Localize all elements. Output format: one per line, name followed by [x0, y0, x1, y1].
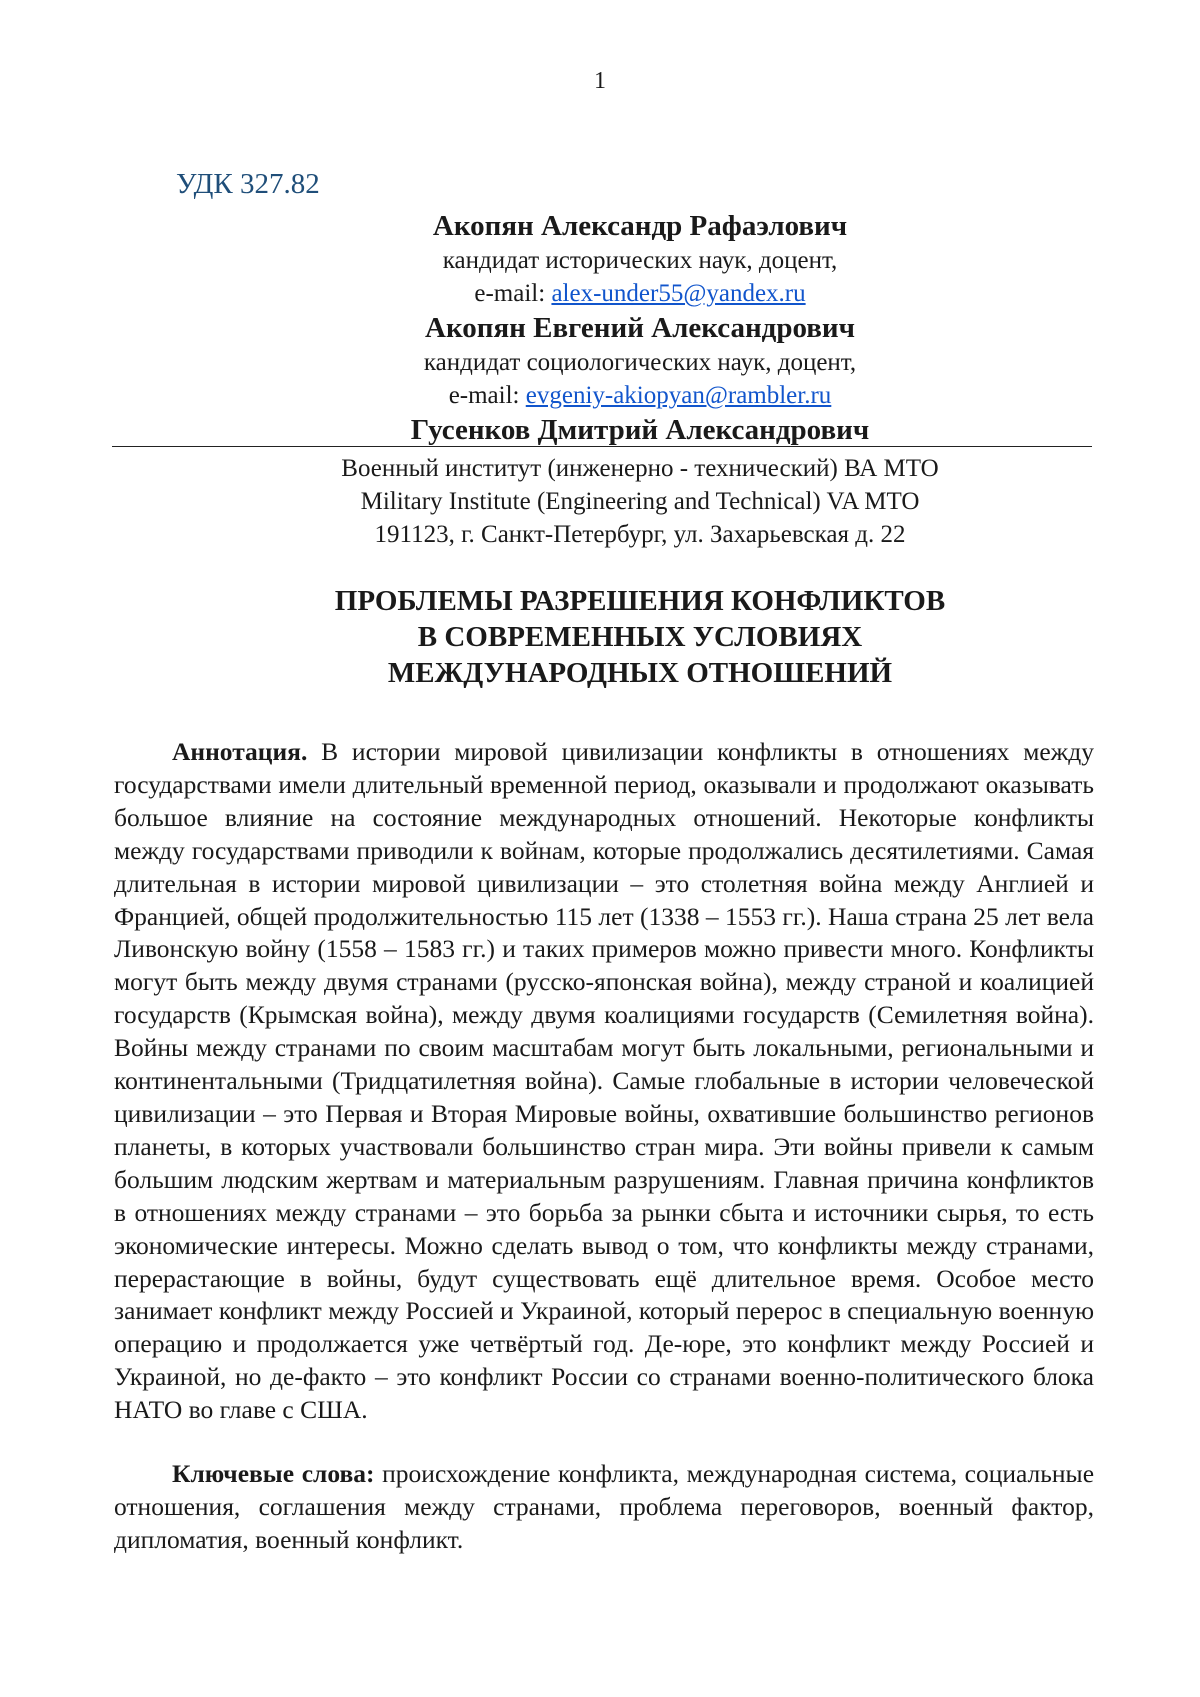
abstract-paragraph — [114, 736, 1094, 1427]
title-line-1: ПРОБЛЕМЫ РАЗРЕШЕНИЯ КОНФЛИКТОВ — [334, 585, 946, 617]
abstract-label: Аннотация. — [172, 737, 308, 766]
author-2-email-label: e-mail: — [448, 382, 526, 409]
affiliation-block — [160, 452, 1120, 551]
header-divider — [112, 446, 1092, 447]
keywords-label: Ключевые слова: — [172, 1459, 375, 1488]
paper-title — [160, 583, 1120, 691]
affiliation-address: 191123, г. Санкт-Петербург, ул. Захарьевская д. 22 — [374, 521, 906, 548]
author-2-email-link[interactable]: evgeniy-akiopyan@rambler.ru — [525, 382, 832, 409]
author-1-degree: кандидат исторических наук, доцент, — [442, 247, 838, 274]
udk-code: УДК 327.82 — [176, 168, 320, 200]
affiliation-en: Military Institute (Engineering and Technical) VA MTO — [360, 488, 920, 515]
page-number: 1 — [594, 68, 606, 94]
author-2-email-line — [360, 379, 920, 412]
title-line-3: МЕЖДУНАРОДНЫХ ОТНОШЕНИЙ — [387, 657, 893, 689]
authors-block — [360, 208, 920, 448]
title-line-2: В СОВРЕМЕННЫХ УСЛОВИЯХ — [417, 621, 863, 653]
author-2-name: Акопян Евгений Александрович — [425, 312, 855, 344]
keywords-paragraph — [114, 1458, 1094, 1557]
author-3-name: Гусенков Дмитрий Александрович — [410, 414, 870, 446]
author-1-email-label: e-mail: — [474, 280, 552, 307]
abstract-text: В истории мировой цивилизации конфликты в отношениях между государствами имели длительный временной период, оказывали и продолжают оказывать большое влияние на состояние международных отношений. Некоторые конфликты между государствами приводили к войнам, которые продолжались десятилетиями. Самая длительная в истории мировой цивилизации – это столетняя война между Англией и Францией, общей продолжительностью 115 лет (1338 – 1553 гг.). Наша страна 25 лет вела Ливонскую войну (1558 – 1583 гг.) и таких примеров можно привести много. Конфликты могут быть между двумя странами (русско-японская война), между страной и коалицией государств (Крымская война), между двумя коалициями государств (Семилетняя война). Войны между странами по своим масштабам могут быть локальными, региональными и континентальными (Тридцатилетняя война). Самые глобальные в истории человеческой цивилизации – это Первая и Вторая Мировые войны, охватившие большинство регионов планеты, в которых участвовали большинство стран мира. Эти войны привели к самым большим людским жертвам и материальным разрушениям. Главная причина конфликтов в отношениях между странами – это борьба за рынки сбыта и источники сырья, то есть экономические интересы. Можно сделать вывод о том, что конфликты между странами, перерастающие в войны, будут существовать ещё длительное время. Особое место занимает конфликт между Россией и Украиной, который перерос в специальную военную операцию и продолжается уже четвёртый год. Де-юре, это конфликт между Россией и Украиной, но де-факто – это конфликт России со странами военно-политического блока НАТО во главе с США. — [114, 737, 1094, 1425]
affiliation-ru: Военный институт (инженерно - технический) ВА МТО — [341, 455, 939, 482]
author-1-name: Акопян Александр Рафаэлович — [432, 210, 848, 242]
author-1-email-link[interactable]: alex-under55@yandex.ru — [551, 280, 806, 307]
author-1-email-line — [360, 277, 920, 310]
keywords-text: происхождение конфликта, международная система, социальные отношения, соглашения между странами, проблема переговоров, военный фактор, дипломатия, военный конфликт. — [114, 1459, 1095, 1554]
author-2-degree: кандидат социологических наук, доцент, — [423, 349, 857, 376]
